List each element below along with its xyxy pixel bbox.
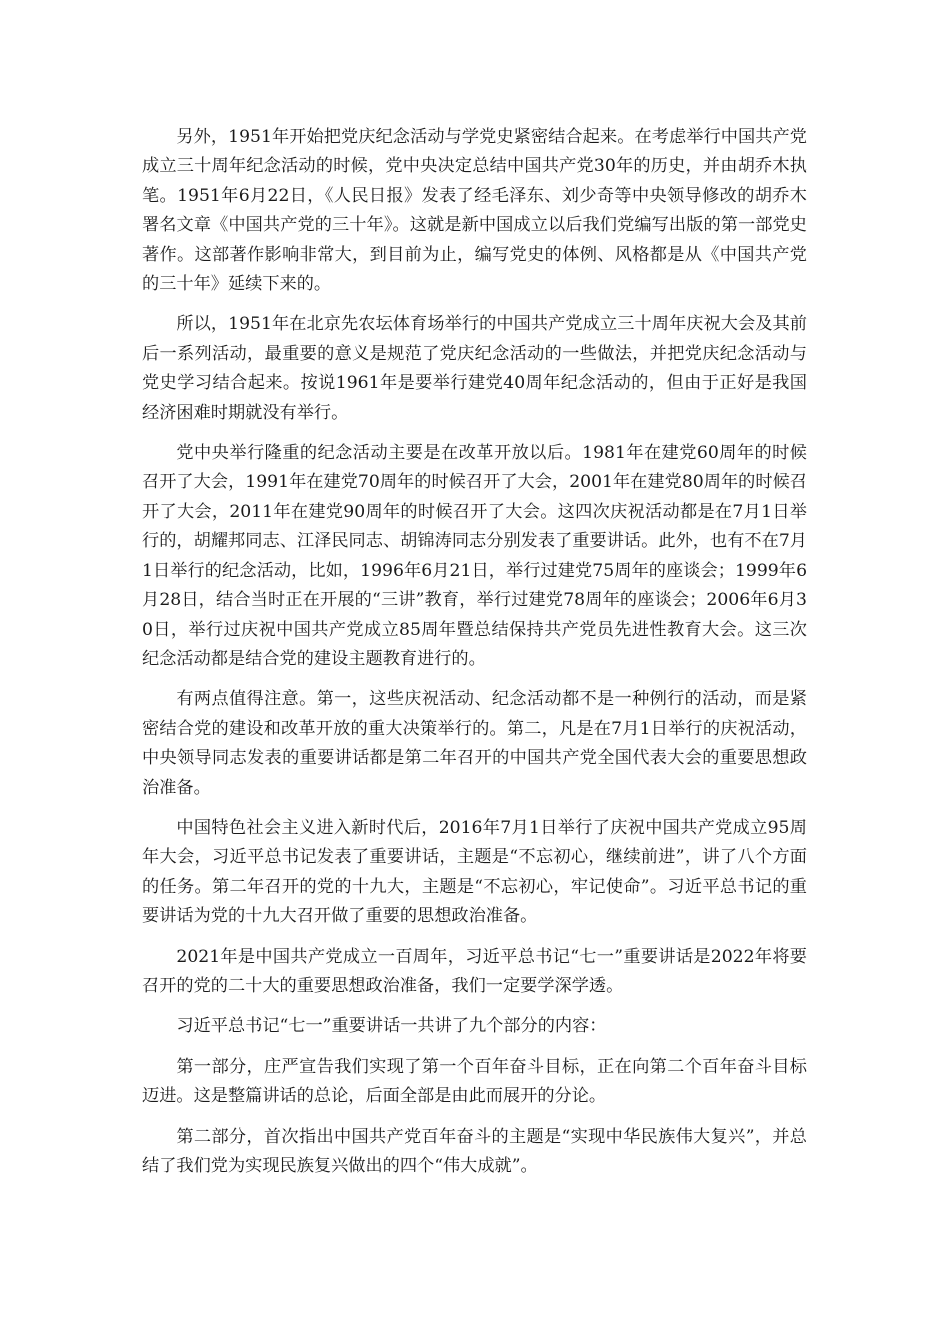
paragraph: 第一部分，庄严宣告我们实现了第一个百年奋斗目标，正在向第二个百年奋斗目标迈进。这是整篇讲话的总论，后面全部是由此而展开的分论。 <box>142 1056 807 1107</box>
paragraph: 习近平总书记“七一”重要讲话一共讲了九个部分的内容： <box>176 1016 607 1037</box>
paragraph: 另外，1951年开始把党庆纪念活动与学党史紧密结合起来。在考虑举行中国共产党成立三十周年纪念活动的时候，党中央决定总结中国共产党30年的历史，并由胡乔木执笔。1951年6月22日，《人民日报》发表了经毛泽东、刘少奇等中央领导修改的胡乔木署名文章《中国共产党的三十年》。这就是新中国成立以后我们党编写出版的第一部党史著作。这部著作影响非常大，到目前为止，编写党史的体例、风格都是从《中国共产党的三十年》延续下来的。 <box>142 127 807 295</box>
paragraph: 所以，1951年在北京先农坛体育场举行的中国共产党成立三十周年庆祝大会及其前后一系列活动，最重要的意义是规范了党庆纪念活动的一些做法，并把党庆纪念活动与党史学习结合起来。按说1961年是要举行建党40周年纪念活动的，但由于正好是我国经济困难时期就没有举行。 <box>142 314 807 423</box>
document-body <box>142 123 807 1192</box>
paragraph: 2021年是中国共产党成立一百周年，习近平总书记“七一”重要讲话是2022年将要召开的党的二十大的重要思想政治准备，我们一定要学深学透。 <box>142 946 807 996</box>
paragraph: 党中央举行隆重的纪念活动主要是在改革开放以后。1981年在建党60周年的时候召开了大会，1991年在建党70周年的时候召开了大会，2001年在建党80周年的时候召开了大会，2011年在建党90周年的时候召开了大会。这四次庆祝活动都是在7月1日举行的，胡耀邦同志、江泽民同志、胡锦涛同志分别发表了重要讲话。此外，也有不在7月1日举行的纪念活动，比如，1996年6月21日，举行过建党75周年的座谈会；1999年6月28日，结合当时正在开展的“三讲”教育，举行过建党78周年的座谈会；2006年6月30日，举行过庆祝中国共产党成立85周年暨总结保持共产党员先进性教育大会。这三次纪念活动都是结合党的建设主题教育进行的。 <box>142 443 807 669</box>
paragraph: 有两点值得注意。第一，这些庆祝活动、纪念活动都不是一种例行的活动，而是紧密结合党的建设和改革开放的重大决策举行的。第二，凡是在7月1日举行的庆祝活动，中央领导同志发表的重要讲话都是第二年召开的中国共产党全国代表大会的重要思想政治准备。 <box>142 689 807 798</box>
paragraph: 中国特色社会主义进入新时代后，2016年7月1日举行了庆祝中国共产党成立95周年大会，习近平总书记发表了重要讲话，主题是“不忘初心，继续前进”，讲了八个方面的任务。第二年召开的党的十九大，主题是“不忘初心，牢记使命”。习近平总书记的重要讲话为党的十九大召开做了重要的思想政治准备。 <box>142 817 807 927</box>
paragraph: 第二部分，首次指出中国共产党百年奋斗的主题是“实现中华民族伟大复兴”，并总结了我们党为实现民族复兴做出的四个“伟大成就”。 <box>142 1126 807 1176</box>
